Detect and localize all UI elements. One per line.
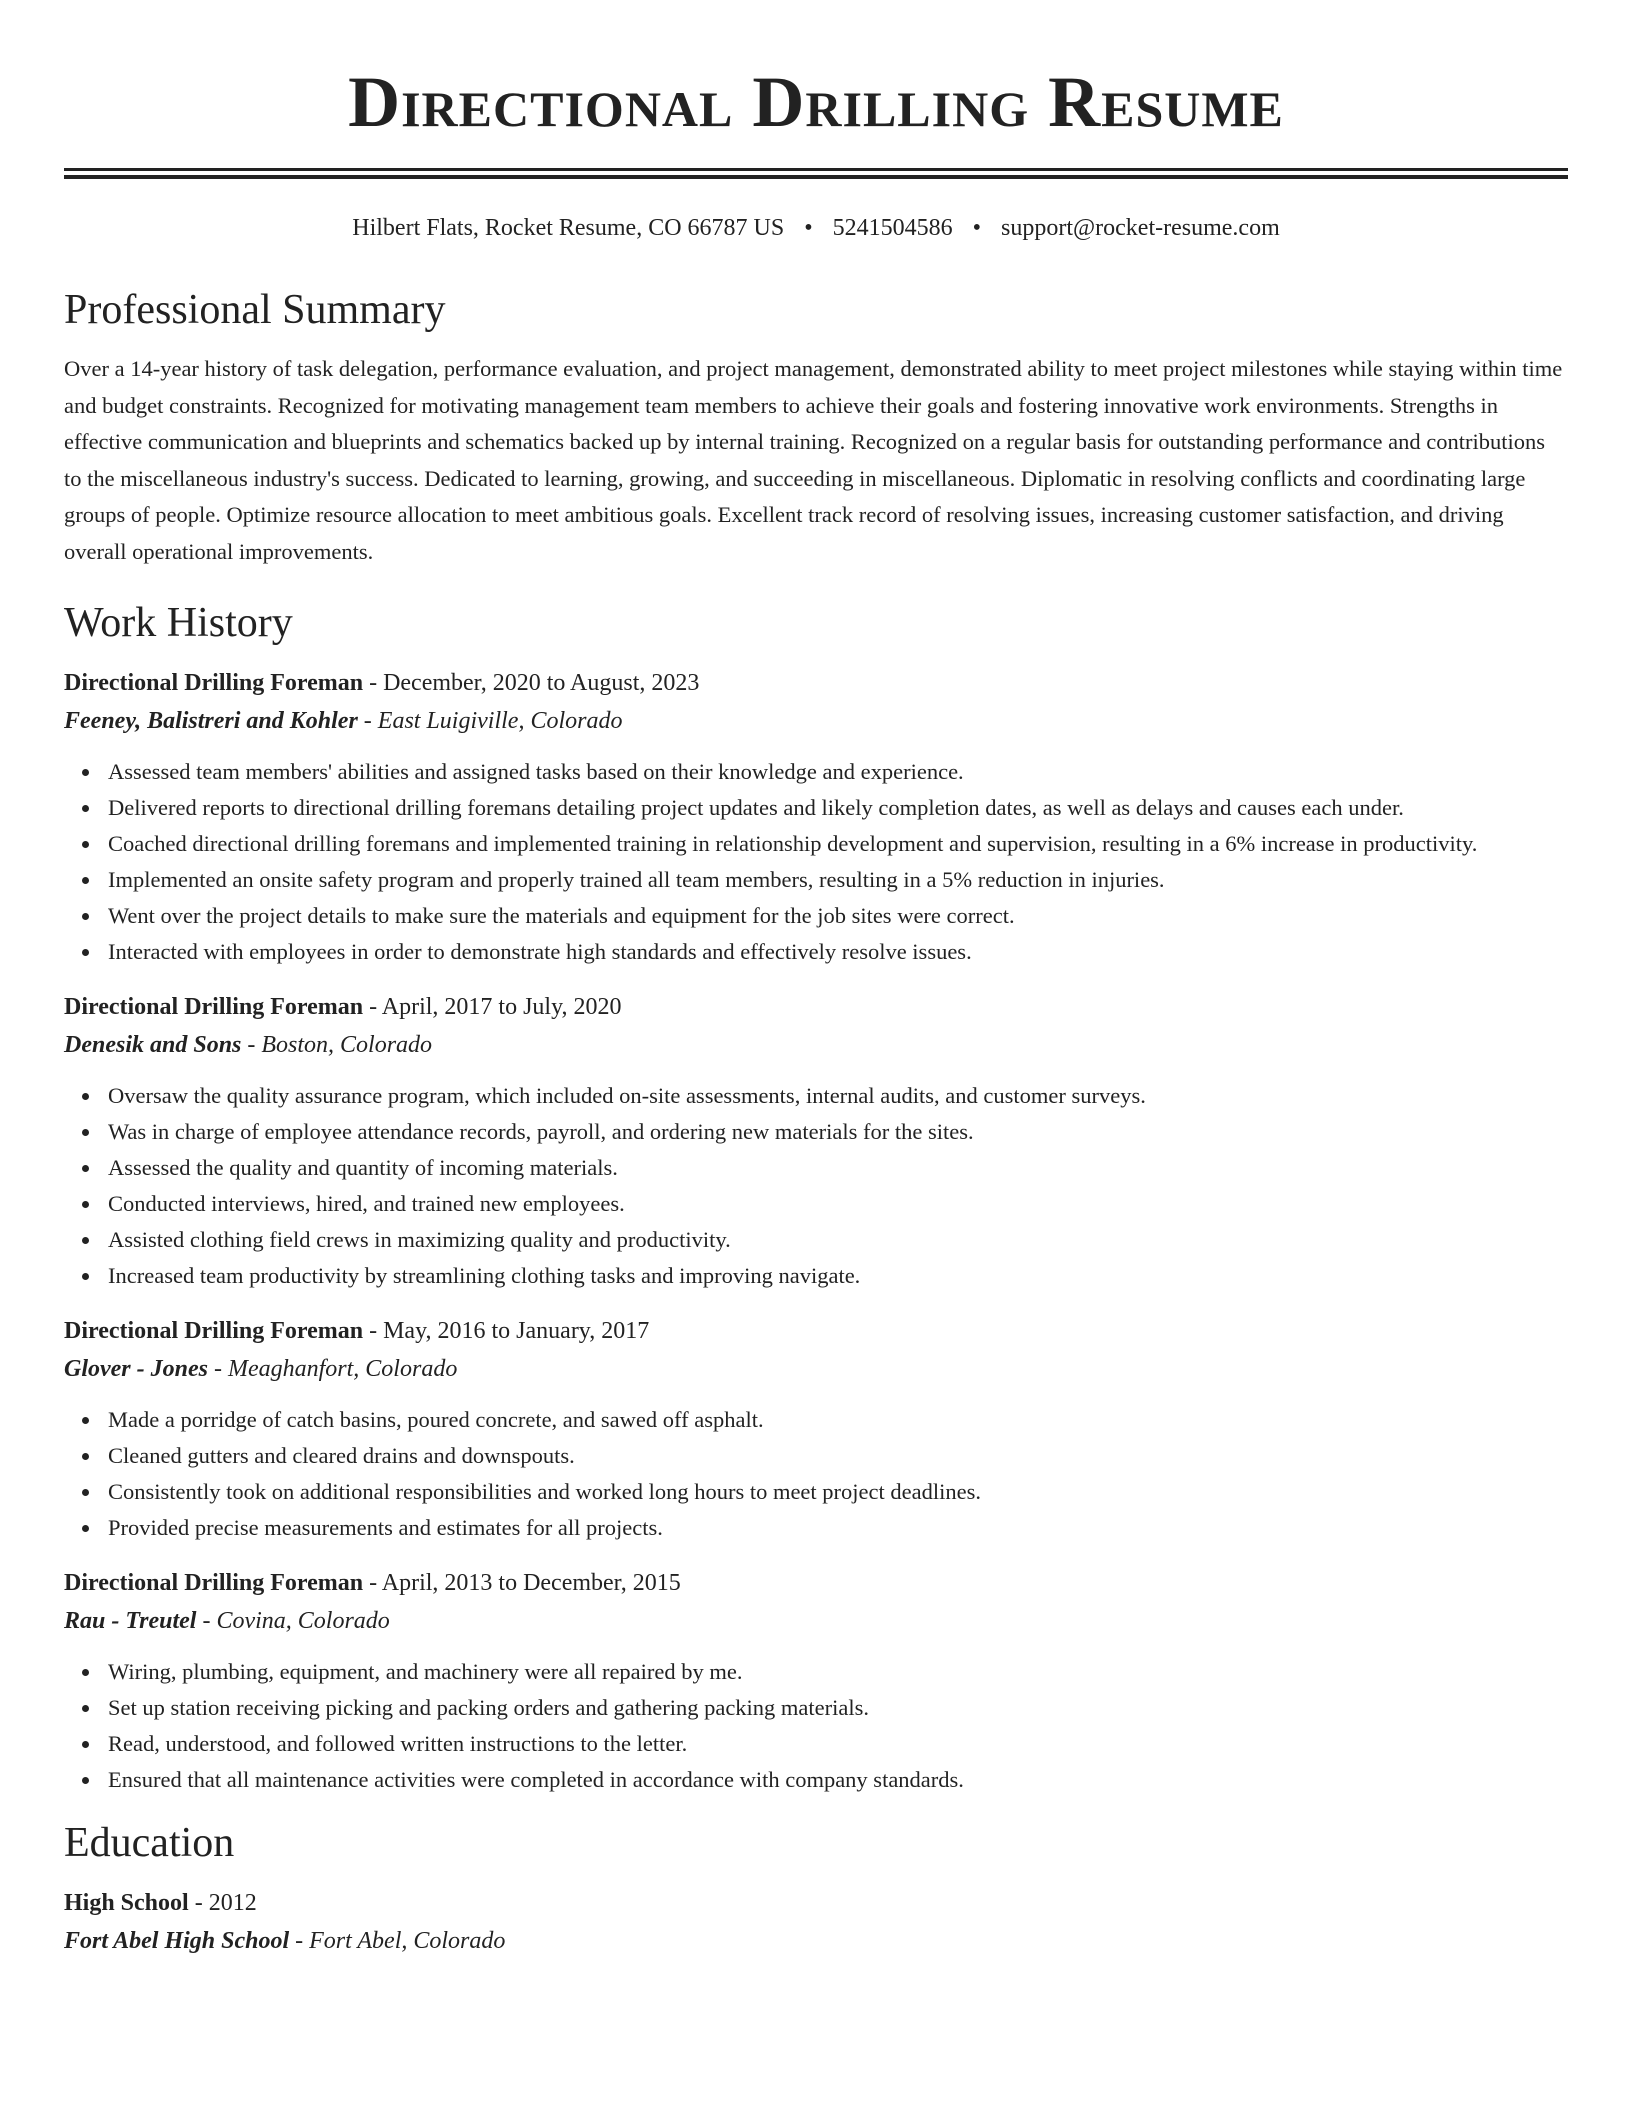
job-bullet: Read, understood, and followed written instructions to the letter. — [108, 1726, 1568, 1762]
job-bullet: Went over the project details to make sure the materials and equipment for the job sites were correct. — [108, 898, 1568, 934]
job-entry — [64, 1564, 1568, 1798]
job-title-line — [64, 1312, 1568, 1350]
job-bullet-list — [64, 1654, 1568, 1798]
job-company: Rau - Treutel — [64, 1608, 197, 1634]
job-title: Directional Drilling Foreman — [64, 1318, 364, 1344]
contact-phone: 5241504586 — [832, 215, 953, 241]
job-bullet: Assessed team members' abilities and assigned tasks based on their knowledge and experience. — [108, 754, 1568, 790]
job-bullet-list — [64, 1078, 1568, 1294]
job-location: - Covina, Colorado — [196, 1608, 390, 1634]
job-dates: - May, 2016 to January, 2017 — [363, 1318, 650, 1344]
education-school-line — [64, 1922, 1568, 1960]
job-bullet: Implemented an onsite safety program and properly trained all team members, resulting in a 5% reduction in injuries. — [108, 862, 1568, 898]
job-bullet: Interacted with employees in order to demonstrate high standards and effectively resolve issues. — [108, 934, 1568, 970]
job-company-line — [64, 1602, 1568, 1640]
job-location: - Boston, Colorado — [241, 1032, 433, 1058]
resume-page — [64, 0, 1568, 1960]
job-bullet-list — [64, 754, 1568, 970]
job-company: Denesik and Sons — [64, 1032, 242, 1058]
contact-address: Hilbert Flats, Rocket Resume, CO 66787 US — [352, 215, 785, 241]
job-title-line — [64, 1564, 1568, 1602]
education-location: - Fort Abel, Colorado — [289, 1928, 506, 1954]
summary-text: Over a 14-year history of task delegation, performance evaluation, and project management, demonstrated ability to meet project milestones while staying within time and budget constraints. Recognized for motivating management team members to achieve their goals and fostering innovative work environments. Strengths in effective communication and blueprints and schematics backed up by internal training. Recognized on a regular basis for outstanding performance and contributions to the miscellaneous industry's success. Dedicated to learning, growing, and succeeding in miscellaneous. Diplomatic in resolving conflicts and coordinating large groups of people. Optimize resource allocation to meet ambitious goals. Excellent track record of resolving issues, increasing customer satisfaction, and driving overall operational improvements. — [64, 356, 1563, 564]
job-title-line — [64, 988, 1568, 1026]
job-bullet-list — [64, 1402, 1568, 1546]
job-company-line — [64, 1350, 1568, 1388]
job-title: Directional Drilling Foreman — [64, 670, 364, 696]
job-bullet: Consistently took on additional responsibilities and worked long hours to meet project deadlines. — [108, 1474, 1568, 1510]
job-dates: - April, 2017 to July, 2020 — [363, 994, 622, 1020]
contact-email: support@rocket-resume.com — [1001, 215, 1280, 241]
job-bullet: Conducted interviews, hired, and trained new employees. — [108, 1186, 1568, 1222]
job-company-line — [64, 1026, 1568, 1064]
job-entry — [64, 1312, 1568, 1546]
job-bullet: Increased team productivity by streamlining clothing tasks and improving navigate. — [108, 1258, 1568, 1294]
job-title: Directional Drilling Foreman — [64, 994, 364, 1020]
job-title-line — [64, 664, 1568, 702]
contact-separator: • — [972, 215, 982, 241]
resume-title: Directional Drilling Resume — [348, 62, 1284, 142]
job-bullet: Assisted clothing field crews in maximizing quality and productivity. — [108, 1222, 1568, 1258]
job-bullet: Made a porridge of catch basins, poured concrete, and sawed off asphalt. — [108, 1402, 1568, 1438]
job-bullet: Was in charge of employee attendance records, payroll, and ordering new materials for the sites. — [108, 1114, 1568, 1150]
education-year: - 2012 — [188, 1890, 257, 1916]
job-entry — [64, 988, 1568, 1294]
job-title: Directional Drilling Foreman — [64, 1570, 364, 1596]
contact-line — [64, 211, 1568, 245]
job-bullet: Coached directional drilling foremans and implemented training in relationship development and supervision, resulting in a 6% increase in productivity. — [108, 826, 1568, 862]
job-bullet: Set up station receiving picking and packing orders and gathering packing materials. — [108, 1690, 1568, 1726]
job-company: Glover - Jones — [64, 1356, 208, 1382]
job-dates: - December, 2020 to August, 2023 — [363, 670, 700, 696]
job-dates: - April, 2013 to December, 2015 — [363, 1570, 681, 1596]
job-bullet: Assessed the quality and quantity of incoming materials. — [108, 1150, 1568, 1186]
job-bullet: Delivered reports to directional drilling foremans detailing project updates and likely completion dates, as well as delays and causes each under. — [108, 790, 1568, 826]
job-bullet: Wiring, plumbing, equipment, and machinery were all repaired by me. — [108, 1654, 1568, 1690]
job-bullet: Provided precise measurements and estimates for all projects. — [108, 1510, 1568, 1546]
job-entry — [64, 664, 1568, 970]
job-location: - East Luigiville, Colorado — [357, 708, 623, 734]
summary-heading: Professional Summary — [64, 287, 446, 333]
education-degree: High School — [64, 1890, 189, 1916]
education-heading: Education — [64, 1820, 235, 1866]
job-bullet: Ensured that all maintenance activities were completed in accordance with company standards. — [108, 1762, 1568, 1798]
education-entry — [64, 1884, 1568, 1960]
job-location: - Meaghanfort, Colorado — [207, 1356, 458, 1382]
work-history-list — [64, 664, 1568, 1798]
work-history-heading: Work History — [64, 600, 293, 646]
education-degree-line — [64, 1884, 1568, 1922]
job-bullet: Cleaned gutters and cleared drains and downspouts. — [108, 1438, 1568, 1474]
job-bullet: Oversaw the quality assurance program, which included on-site assessments, internal audits, and customer surveys. — [108, 1078, 1568, 1114]
job-company-line — [64, 702, 1568, 740]
education-school: Fort Abel High School — [64, 1928, 290, 1954]
job-company: Feeney, Balistreri and Kohler — [64, 708, 358, 734]
title-divider — [64, 168, 1568, 179]
contact-separator: • — [804, 215, 813, 241]
